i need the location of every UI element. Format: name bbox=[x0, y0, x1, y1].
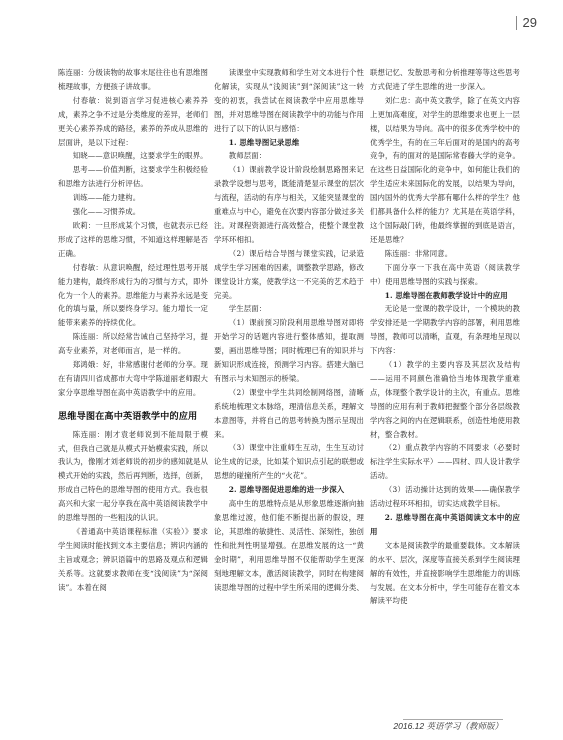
paragraph: 学生层面： bbox=[228, 304, 267, 314]
paragraph: 刘仁忠：高中英文教学，除了在英文内容上更加高难度，对学生的思维要求也更上一层楼，以结果为导向。高中的很多优秀学校中的优秀学生，有的在三年后面对的是国内的高考竞争，有的面对的是国际常春藤大学的竞争。在这些日益国际化的竞争中，如何能让我们的学生适应未来国际化的发展，以结果为导向，国内国外的优秀大学都有哪什么样的学生？他们都具备什么样的能力？尤其是在英语学科，这个国际敲门砖，他最终掌握的到底是语言，还是思维？ bbox=[370, 95, 520, 244]
paragraph: 联想记忆、发散思考和分析推理等等这些思考方式促进了学生思维的进一步深入。 bbox=[370, 68, 520, 91]
paragraph: 强化——习惯养成。 bbox=[72, 207, 141, 217]
paragraph: （1）课前预习阶段利用思维导图对即将开始学习的话题内容进行整体感知，提取测要，画出思维导图；同时梳理已有的知识并与新知识形成连接，预测学习内容。搭建大脑已有图示与未知图示的桥梁。 bbox=[214, 318, 364, 383]
paragraph: （3）课堂中注重师生互动，生生互动讨论生成的记录，比如某个知识点引起的联想或思想的碰撞所产生的“火花”。 bbox=[214, 443, 364, 481]
paragraph: 读课堂中实现教师和学生对文本进行个性化解读，实现从“浅阅读”到“深阅读”这一转变的初衷，我尝试在阅读教学中应用思维导图，并对思维导图在阅读教学中的功能与作用进行了以下的认识与感悟： bbox=[214, 68, 364, 133]
paragraph: 付春敏：从意识唤醒，经过理性思考开展能力建构，最终形成行为的习惯与方式，即外化为一个人的素养。思维能力与素养永远是变化的填与量，所以要终身学习。能力增长一定能带来素养的持续优化。 bbox=[58, 262, 208, 328]
page-number: 29 bbox=[516, 16, 537, 30]
paragraph: （2）重点教学内容的不同要求（必要时标注学生实际水平）——四材、四人设计教学活动。 bbox=[370, 443, 520, 481]
column-left bbox=[58, 66, 208, 595]
paragraph: （2）课后结合导图与课堂实践，记录造成学生学习困难的因素，调整教学思路，修改课堂设计方案，使教学这一不完美的艺术趋于完美。 bbox=[214, 248, 364, 300]
paragraph: 陈连丽：刚才袁老师说到不能局限于模式，但我自己就是从模式开始模索实践，所以我认为，像刚才刘老师说的初步的感知就是从模式开始的实践，然后再判断，选择，创新，形成自己特色的思维导图的使用方式。我也很高兴和大家一起分享我在高中英语阅读教学中的思维导图的一些粗浅的认识。 bbox=[58, 429, 208, 523]
subheading: 1. 思维导图在教师教学设计中的应用 bbox=[384, 290, 508, 300]
paragraph: 付春敏：说到语言学习促进核心素养养成，素养之争不过是分类维度的差异，老师们更关心素养养成的路径，素养的养成从思维的层面讲，是以下过程： bbox=[58, 95, 208, 147]
paragraph: 高中生的思维特点是从形象思维逐渐向抽象思维过渡，他们能不断提出新的假设，理论，其思维的敏捷性、灵活性、深刻性，独创性和批判性明显增强。在思维发展的这一“黄金时期”，利用思维导图不仅能帮助学生更深刻地理解文本，激活阅读教学，同时在构建阅读思维导图的过程中学生所采用的逻辑分类、 bbox=[214, 499, 364, 592]
column-right bbox=[370, 66, 520, 608]
paragraph: 陈连丽：非常同意。 bbox=[384, 248, 453, 258]
paragraph: 训练——能力建构。 bbox=[72, 193, 141, 203]
paragraph: 《普通高中英语课程标准（实验）》要求学生阅读时能找到文本主要信息；辨识内涵的主旨或观念；辨识语篇中的思路及观点和逻辑关系等。这就要求教师在变“浅阅读”为“深阅读”。本着在阅 bbox=[58, 527, 208, 592]
paragraph: 下面分享一下我在高中英语（阅读教学中）使用思维导图的实践与探索。 bbox=[370, 262, 520, 286]
column-middle bbox=[214, 66, 364, 594]
paragraph: 陈连丽：分级读物的故事末尾往往也有思维图梳理故事，方便孩子讲故事。 bbox=[58, 68, 208, 91]
subheading: 1. 思维导图记录思维 bbox=[228, 137, 300, 147]
paragraph: 教师层面： bbox=[228, 151, 267, 161]
paragraph: （1）教学的主要内容及其层次及结构——运用不同颜色准确恰当地体现教学重难点，体现整个教学设计的主次，有重点。思维导图的应用有利于教师把握整个部分各层级教学内容之间的内在逻辑联系，创造性地使用教材，整合教材。 bbox=[370, 360, 520, 439]
paragraph: 思考——价值判断，这要求学生积极经验和思维方法进行分析评估。 bbox=[58, 165, 208, 189]
paragraph: 知晓——意识唤醒，这要求学生的眼界。 bbox=[72, 151, 208, 161]
paragraph: （1）课前教学设计阶段绘制思路图来记录教学设想与思考，既能清楚显示课堂的层次与流程，活动的有序与相关，又能突显课堂的重难点与中心，避免在次要内容部分做过多关注。对课程资源进行高效整合，使整个课堂教学环环相扣。 bbox=[214, 165, 364, 244]
paragraph: 欧莉：一旦形成某个习惯，也就表示已经形成了这样的思维习惯，不知道这样理解是否正确。 bbox=[58, 220, 208, 258]
paragraph: （3）活动操计达到的效果——确保教学活动过程环环相扣，切实达成教学目标。 bbox=[370, 485, 520, 509]
paragraph: （2）课堂中学生共同绘制网络图，清晰系统地梳理文本脉络，理清信息关系，理解文本意图等，并将自己的思考转换为图示呈现出来。 bbox=[214, 387, 364, 439]
paragraph: 文本是阅读教学的最重要载体。文本解读的水平、层次，深度等直接关系到学生阅读理解的有效性，并直接影响学生思维能力的训练与发展。在文本分析中，学生可能存在着文本解读平均使 bbox=[370, 540, 520, 606]
subheading: 2. 思维导图在高中英语阅读文本中的应用 bbox=[370, 513, 520, 536]
paragraph: 陈连丽：所以经常告诫自己坚持学习，提高专业素养，对老师而言，是一样的。 bbox=[58, 332, 208, 356]
paragraph: 郑鸿娥：好，非常感谢付老师的分享。现在有请四川省成都市大弯中学陈道丽老师跟大家分享思维导图在高中英语教学中的应用。 bbox=[58, 360, 208, 397]
footer: 2016.12 英语学习（教师版） bbox=[393, 721, 503, 731]
paragraph: 无论是一堂课的教学设计，一个模块的教学安排还是一学期教学内容的部署，利用思维导图，教师可以清晰，直观，有条理地呈现以下内容： bbox=[370, 304, 520, 356]
section-heading: 思维导图在高中英语教学中的应用 bbox=[58, 410, 198, 421]
subheading: 2. 思维导图促进思维的进一步深入 bbox=[228, 485, 345, 495]
